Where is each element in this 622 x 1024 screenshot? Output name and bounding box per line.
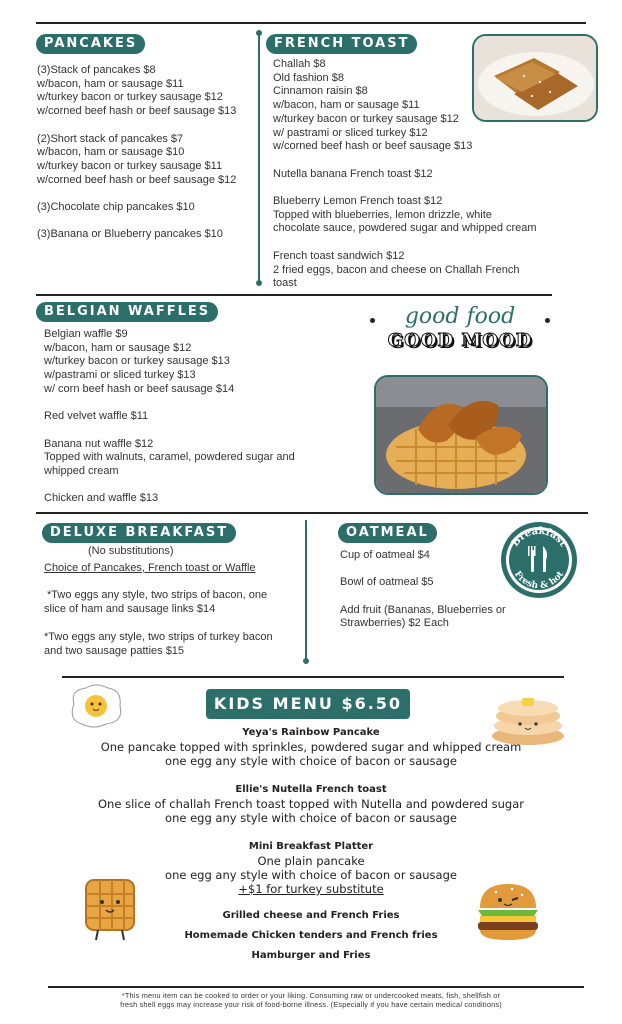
kids-item-desc: +$1 for turkey substitute — [238, 882, 384, 896]
breakfast-badge — [499, 520, 579, 600]
pancakes-item: (3)Chocolate chip pancakes $10 — [37, 201, 195, 213]
divider-dot — [256, 280, 262, 286]
belgian-waffles-item: Topped with walnuts, caramel, powdered sugar and — [44, 451, 295, 464]
deluxe-option-2-line-1: *Two eggs any style, two strips of turkey bacon — [44, 630, 273, 643]
pancakes-item: w/turkey bacon or turkey sausage $12 — [37, 91, 223, 104]
chicken-waffle-photo — [374, 375, 548, 495]
spacer — [340, 563, 506, 577]
kids-item-title: Grilled cheese and French Fries — [222, 910, 400, 921]
deluxe-option-2-line-2: and two sausage patties $15 — [44, 644, 185, 657]
oatmeal-list — [340, 549, 506, 631]
pancakes-item: w/bacon, ham or sausage $10 — [37, 146, 185, 159]
spacer — [273, 154, 537, 168]
slogan-block: GOOD MOOD — [387, 330, 533, 351]
french-toast-heading: FRENCH TOAST — [266, 34, 417, 54]
french-toast-item: French toast sandwich $12 — [273, 249, 405, 262]
section-rule — [62, 676, 564, 678]
french-toast-item: Cinnamon raisin $8 — [273, 85, 368, 98]
deluxe-breakfast-heading: DELUXE BREAKFAST — [42, 523, 236, 543]
slogan-dot-right — [545, 318, 550, 323]
french-toast-item: w/turkey bacon or turkey sausage $12 — [273, 112, 459, 125]
spacer — [273, 236, 537, 250]
french-toast-item: w/ pastrami or sliced turkey $12 — [273, 126, 428, 139]
belgian-waffles-list — [44, 328, 295, 506]
pancakes-item: (3)Stack of pancakes $8 — [37, 64, 156, 76]
french-toast-item: Challah $8 — [273, 58, 326, 70]
belgian-waffles-item: Belgian waffle $9 — [44, 328, 128, 340]
burger-icon — [472, 880, 544, 944]
french-toast-item: w/corned beef hash or beef sausage $13 — [273, 140, 473, 153]
spacer — [37, 119, 236, 133]
french-toast-item: Nutella banana French toast $12 — [273, 167, 433, 180]
divider-dot — [303, 658, 309, 664]
oatmeal-item: Bowl of oatmeal $5 — [340, 576, 434, 589]
belgian-waffles-item: Red velvet waffle $11 — [44, 410, 149, 423]
pancakes-item: (2)Short stack of pancakes $7 — [37, 132, 184, 145]
belgian-waffles-item: w/pastrami or sliced turkey $13 — [44, 369, 196, 382]
kids-item-title: Hamburger and Fries — [251, 950, 371, 961]
top-rule — [36, 22, 586, 24]
kids-item-title: Yeya's Rainbow Pancake — [242, 727, 380, 738]
belgian-waffles-heading: BELGIAN WAFFLES — [36, 302, 218, 322]
divider-lower — [305, 520, 307, 662]
footer-line: *This menu item can be cooked to order or your liking. Consuming raw or undercooked meats, fish, shellfish or — [121, 991, 501, 1000]
french-toast-item: Old fashion $8 — [273, 71, 344, 84]
french-toast-item: chocolate sauce, powdered sugar and whipped cream — [273, 222, 537, 235]
oatmeal-item: Strawberries) $2 Each — [340, 617, 449, 630]
footer-disclaimer — [0, 991, 622, 1009]
waffle-icon — [80, 876, 140, 942]
belgian-waffles-item: w/turkey bacon or turkey sausage $13 — [44, 355, 230, 368]
badge-bottom-text: Fresh & hot — [511, 569, 567, 592]
french-toast-item: Blueberry Lemon French toast $12 — [273, 195, 443, 207]
egg-icon — [66, 682, 126, 730]
kids-item-title: Ellie's Nutella French toast — [235, 784, 387, 795]
french-toast-item: w/bacon, ham or sausage $11 — [273, 99, 420, 112]
belgian-waffles-item: Banana nut waffle $12 — [44, 437, 154, 450]
kids-item-desc: One plain pancake — [257, 854, 365, 868]
spacer — [37, 187, 236, 201]
kids-item-desc: one egg any style with choice of bacon or sausage — [165, 868, 457, 882]
spacer — [340, 590, 506, 604]
pancakes-item: w/bacon, ham or sausage $11 — [37, 77, 184, 90]
kids-item-desc: one egg any style with choice of bacon or sausage — [165, 754, 457, 768]
belgian-waffles-item: whipped cream — [44, 465, 119, 477]
oatmeal-item: Add fruit (Bananas, Blueberries or — [340, 603, 506, 616]
pancakes-item: (3)Banana or Blueberry pancakes $10 — [37, 228, 223, 241]
oatmeal-heading: OATMEAL — [338, 523, 437, 543]
slogan-dot-left — [370, 318, 375, 323]
french-toast-item: toast — [273, 277, 297, 290]
deluxe-option-1-line-2: slice of ham and sausage links $14 — [44, 603, 216, 616]
spacer — [44, 424, 295, 438]
french-toast-photo — [472, 34, 598, 122]
pancakes-heading: PANCAKES — [36, 34, 145, 54]
spacer — [37, 215, 236, 229]
belgian-waffles-item: Chicken and waffle $13 — [44, 492, 159, 505]
deluxe-note: (No substitutions) — [88, 545, 174, 557]
section-rule — [36, 512, 588, 514]
badge-top-text: Breakfast — [509, 525, 569, 549]
deluxe-option-1-line-1: *Two eggs any style, two strips of bacon, one — [47, 589, 268, 602]
deluxe-breakfast-body — [44, 545, 273, 658]
belgian-waffles-item: w/bacon, ham or sausage $12 — [44, 341, 192, 354]
kids-item-desc: One slice of challah French toast topped with Nutella and powdered sugar — [98, 797, 524, 811]
oatmeal-item: Cup of oatmeal $4 — [340, 549, 430, 561]
slogan-script: good food — [404, 304, 516, 329]
pancakes-item: w/corned beef hash or beef sausage $13 — [37, 105, 237, 118]
pancakes-item: w/corned beef hash or beef sausage $12 — [37, 173, 237, 186]
kids-item-title: Mini Breakfast Platter — [248, 841, 374, 852]
kids-menu-heading: KIDS MENU $6.50 — [206, 689, 410, 719]
spacer — [273, 181, 537, 195]
kids-item-desc: one egg any style with choice of bacon or sausage — [165, 811, 457, 825]
kids-item-desc: One pancake topped with sprinkles, powdered sugar and whipped cream — [100, 740, 522, 754]
footer-rule — [48, 986, 584, 988]
spacer — [44, 479, 295, 493]
slogan — [368, 304, 552, 354]
pancakes-list — [37, 64, 236, 242]
belgian-waffles-item: w/ corn beef hash or beef sausage $14 — [44, 382, 235, 395]
divider-dot — [256, 30, 262, 36]
pancakes-item: w/turkey bacon or turkey sausage $11 — [37, 159, 223, 172]
deluxe-choice: Choice of Pancakes, French toast or Waffle — [44, 561, 256, 574]
section-rule — [36, 294, 552, 296]
spacer — [44, 397, 295, 411]
footer-line: fresh shell eggs may increase your risk of food-borne illness. (Especially if you have certain medical conditions) — [120, 1000, 502, 1009]
divider-top — [258, 34, 260, 282]
kids-item-title: Homemade Chicken tenders and French fries — [184, 930, 438, 941]
french-toast-item: Topped with blueberries, lemon drizzle, white — [273, 208, 492, 221]
french-toast-item: 2 fried eggs, bacon and cheese on Challah French — [273, 263, 520, 276]
